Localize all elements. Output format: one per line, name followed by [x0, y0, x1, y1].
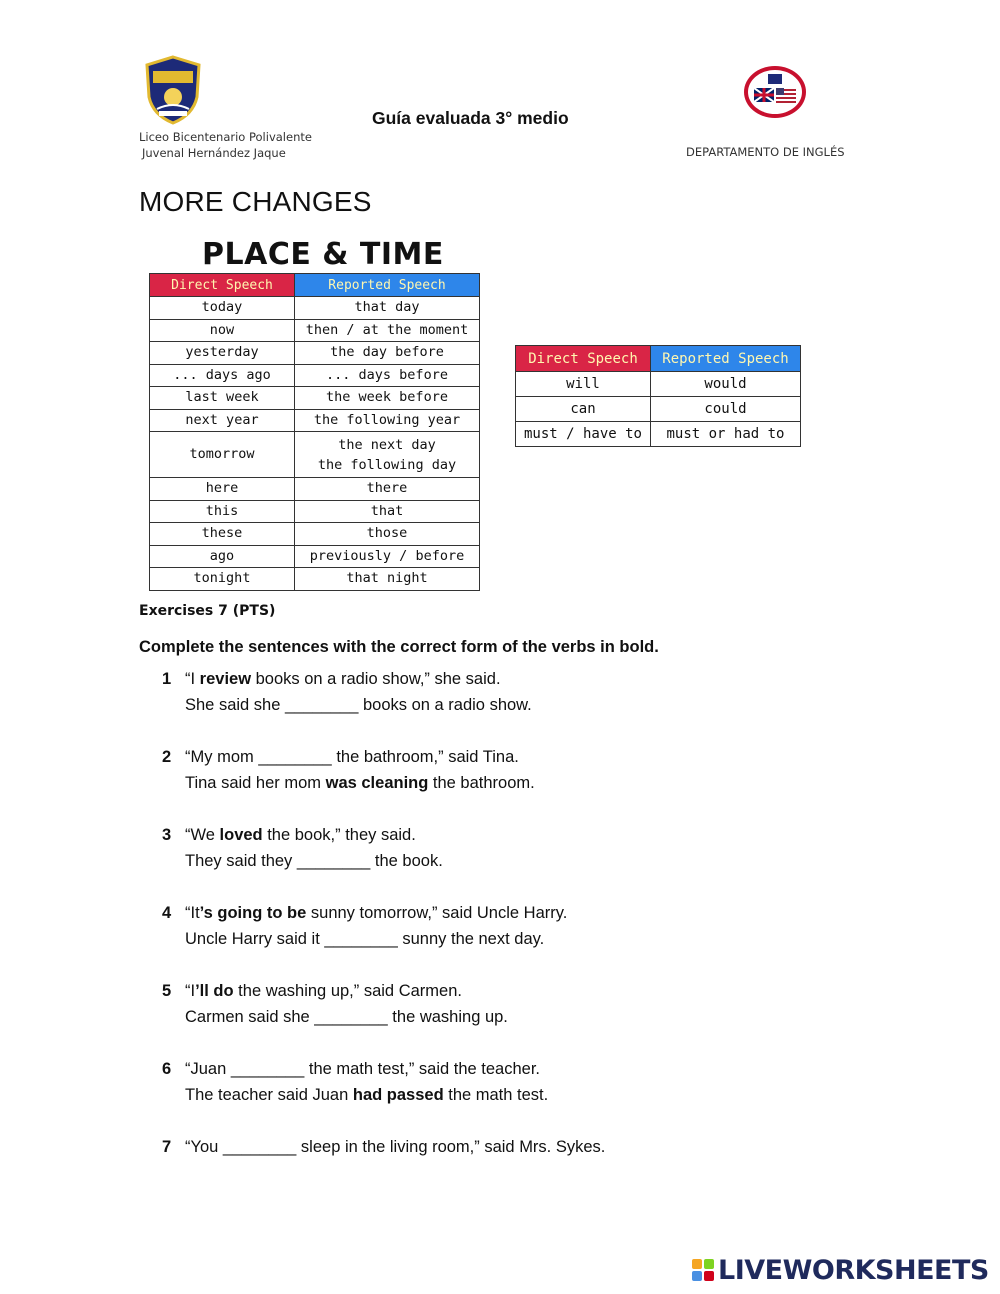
- reported-sentence: [160, 1082, 860, 1108]
- table-row: [150, 432, 480, 478]
- text: “Juan ________ the math test,” said the teacher.: [185, 1060, 540, 1078]
- school-crest-icon: [143, 55, 203, 125]
- reported-cell: then / at the moment: [295, 319, 480, 342]
- direct-sentence: [160, 744, 860, 770]
- exercise-list: [160, 666, 860, 1186]
- direct-speech-header: Direct Speech: [150, 274, 295, 297]
- table-row: [150, 568, 480, 591]
- direct-cell: last week: [150, 387, 295, 410]
- item-number: 6: [162, 1060, 172, 1078]
- reported-cell: the week before: [295, 387, 480, 410]
- direct-cell: these: [150, 523, 295, 546]
- reported-speech-header: Reported Speech: [295, 274, 480, 297]
- text: “I: [185, 670, 200, 688]
- bold-verb: ’ll do: [195, 982, 234, 1000]
- direct-sentence: [160, 900, 860, 926]
- reported-speech-header: Reported Speech: [651, 346, 801, 372]
- table-row: [150, 387, 480, 410]
- text: She said she ________ books on a radio show.: [185, 696, 532, 714]
- text: the bathroom.: [428, 774, 535, 792]
- reported-cell: could: [651, 397, 801, 422]
- item-number: 7: [162, 1138, 172, 1156]
- school-name: [139, 129, 312, 161]
- modal-verbs-table: [515, 345, 801, 447]
- text: “You ________ sleep in the living room,” said Mrs. Sykes.: [185, 1138, 606, 1156]
- school-name-line1: Liceo Bicentenario Polivalente: [139, 130, 312, 144]
- reported-cell: [295, 432, 480, 478]
- table-header-row: [150, 274, 480, 297]
- liveworksheets-icon: [692, 1259, 714, 1281]
- table-row: [150, 545, 480, 568]
- text: books on a radio show,” she said.: [251, 670, 501, 688]
- reported-cell: the following year: [295, 409, 480, 432]
- reported-cell: that night: [295, 568, 480, 591]
- text: sunny tomorrow,” said Uncle Harry.: [306, 904, 568, 922]
- direct-cell: ago: [150, 545, 295, 568]
- item-number: 3: [162, 826, 172, 844]
- department-logo-icon: [742, 64, 808, 120]
- reported-cell: the day before: [295, 342, 480, 365]
- table-header-row: [516, 346, 801, 372]
- list-item: [160, 900, 860, 952]
- direct-cell: today: [150, 297, 295, 320]
- reported-cell: previously / before: [295, 545, 480, 568]
- text: “It: [185, 904, 200, 922]
- direct-cell: yesterday: [150, 342, 295, 365]
- list-item: [160, 822, 860, 874]
- exercise-label: Exercises 7 (PTS): [139, 603, 276, 619]
- table-row: [150, 319, 480, 342]
- direct-cell: must / have to: [516, 422, 651, 447]
- direct-cell: next year: [150, 409, 295, 432]
- department-name: DEPARTAMENTO DE INGLÉS: [686, 145, 845, 159]
- text: Uncle Harry said it ________ sunny the next day.: [185, 930, 545, 948]
- bold-verb: was cleaning: [325, 774, 429, 792]
- table-row: [150, 478, 480, 501]
- direct-cell: now: [150, 319, 295, 342]
- direct-cell: tomorrow: [150, 432, 295, 478]
- document-title: Guía evaluada 3° medio: [372, 108, 569, 128]
- text: Tina said her mom: [185, 774, 326, 792]
- direct-cell: can: [516, 397, 651, 422]
- bold-verb: ’s going to be: [199, 904, 307, 922]
- reported-cell-line2: the following day: [317, 456, 457, 473]
- liveworksheets-logo: [692, 1256, 989, 1284]
- direct-cell: this: [150, 500, 295, 523]
- direct-sentence: [160, 1134, 860, 1160]
- list-item: [160, 1056, 860, 1108]
- direct-cell: tonight: [150, 568, 295, 591]
- item-number: 2: [162, 748, 172, 766]
- reported-cell: would: [651, 372, 801, 397]
- direct-sentence: [160, 978, 860, 1004]
- item-number: 1: [162, 670, 172, 688]
- item-number: 5: [162, 982, 172, 1000]
- table-row: [516, 422, 801, 447]
- direct-sentence: [160, 666, 860, 692]
- reported-cell: that: [295, 500, 480, 523]
- text: the math test.: [443, 1086, 549, 1104]
- school-name-line2: Juvenal Hernández Jaque: [142, 146, 286, 160]
- table-row: [516, 397, 801, 422]
- bold-verb: review: [199, 670, 252, 688]
- table-row: [150, 523, 480, 546]
- list-item: [160, 666, 860, 718]
- table-row: [516, 372, 801, 397]
- exercise-instruction: Complete the sentences with the correct form of the verbs in bold.: [139, 638, 659, 656]
- text: Carmen said she ________ the washing up.: [185, 1008, 508, 1026]
- reported-cell: must or had to: [651, 422, 801, 447]
- direct-cell: will: [516, 372, 651, 397]
- list-item: [160, 744, 860, 796]
- direct-cell: ... days ago: [150, 364, 295, 387]
- reported-sentence: [160, 692, 860, 718]
- item-number: 4: [162, 904, 172, 922]
- reported-cell-line1: the next day: [338, 436, 436, 453]
- reported-cell: ... days before: [295, 364, 480, 387]
- direct-cell: here: [150, 478, 295, 501]
- place-time-table: [149, 273, 480, 591]
- reported-cell: there: [295, 478, 480, 501]
- reported-sentence: [160, 1004, 860, 1030]
- place-time-heading: PLACE & TIME: [202, 237, 444, 272]
- brand-name: LIVEWORKSHEETS: [718, 1254, 989, 1286]
- bold-verb: had passed: [352, 1086, 444, 1104]
- text: the book,” they said.: [262, 826, 416, 844]
- table-row: [150, 297, 480, 320]
- text: “My mom ________ the bathroom,” said Tina.: [185, 748, 519, 766]
- table-row: [150, 342, 480, 365]
- table-row: [150, 500, 480, 523]
- reported-cell: that day: [295, 297, 480, 320]
- reported-sentence: [160, 848, 860, 874]
- reported-sentence: [160, 926, 860, 952]
- direct-sentence: [160, 1056, 860, 1082]
- bold-verb: loved: [219, 826, 263, 844]
- text: They said they ________ the book.: [185, 852, 443, 870]
- reported-sentence: [160, 770, 860, 796]
- direct-sentence: [160, 822, 860, 848]
- text: the washing up,” said Carmen.: [233, 982, 462, 1000]
- table-row: [150, 364, 480, 387]
- text: “We: [185, 826, 220, 844]
- list-item: [160, 978, 860, 1030]
- table-row: [150, 409, 480, 432]
- list-item: [160, 1134, 860, 1160]
- reported-cell: those: [295, 523, 480, 546]
- text: “I: [185, 982, 196, 1000]
- section-title: MORE CHANGES: [139, 186, 372, 217]
- text: The teacher said Juan: [185, 1086, 353, 1104]
- direct-speech-header: Direct Speech: [516, 346, 651, 372]
